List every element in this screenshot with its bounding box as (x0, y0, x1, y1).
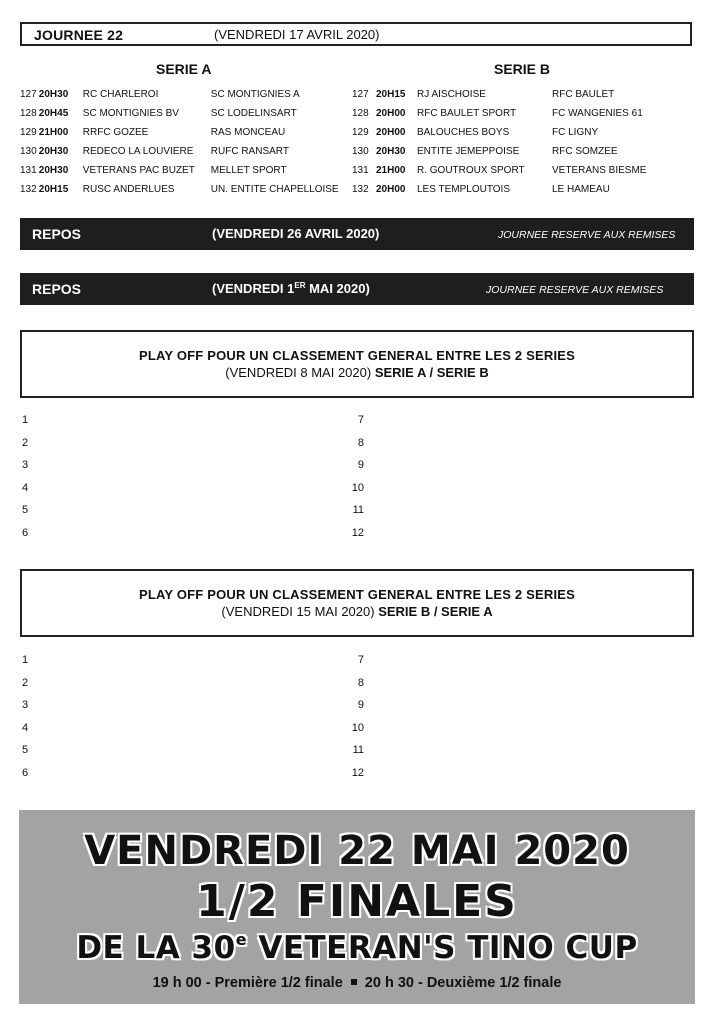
match-row (352, 180, 692, 199)
slot-number: 12 (351, 766, 364, 779)
home-team: VETERANS PAC BUZET (82, 165, 195, 176)
slot-number: 6 (22, 526, 29, 539)
away-team: MELLET SPORT (210, 165, 287, 176)
home-team: RRFC GOZEE (82, 127, 149, 138)
match-time: 20H00 (376, 127, 406, 138)
away-team: LE HAMEAU (552, 184, 610, 195)
slot-number: 7 (357, 414, 364, 426)
playoff-2-right-slots (350, 654, 364, 790)
match-time: 20H30 (38, 165, 69, 176)
match-row (352, 142, 692, 161)
serie-a-title: SERIE A (156, 61, 212, 77)
slot-number: 11 (352, 504, 364, 517)
away-team: RFC SOMZEE (552, 146, 618, 157)
home-team: RJ AISCHOISE (417, 89, 486, 100)
match-number: 128 (352, 108, 369, 119)
away-team: RFC BAULET (552, 89, 615, 100)
home-team: RUSC ANDERLUES (82, 184, 175, 195)
second-semifinal-time: 20 h 30 - Deuxième 1/2 finale (364, 975, 562, 991)
playoff-box-1 (20, 330, 694, 398)
slot-number: 5 (22, 744, 29, 757)
match-row (20, 104, 340, 123)
slot-number: 11 (352, 744, 364, 757)
repos-bar-2 (20, 273, 694, 305)
slot-number: 8 (357, 436, 364, 449)
away-team: SC LODELINSART (210, 108, 297, 119)
finale-panel (19, 810, 695, 1004)
playoff-title: PLAY OFF POUR UN CLASSEMENT GENERAL ENTRE LES 2 SERIES (138, 587, 576, 602)
slot-number: 12 (351, 526, 364, 539)
home-team: REDECO LA LOUVIERE (82, 146, 194, 157)
match-time: 20H00 (376, 184, 406, 195)
first-semifinal-time: 19 h 00 - Première 1/2 finale (152, 975, 343, 991)
home-team: RC CHARLEROI (82, 89, 159, 100)
home-team: BALOUCHES BOYS (417, 127, 510, 138)
journee-title: JOURNEE 22 (34, 27, 124, 43)
slot-number: 1 (22, 654, 29, 666)
away-team: FC LIGNY (552, 127, 599, 138)
match-row (352, 161, 692, 180)
slot-number: 2 (22, 436, 29, 449)
repos-label: REPOS (32, 281, 82, 297)
match-number: 132 (352, 184, 369, 195)
match-number: 129 (352, 127, 369, 138)
match-row (20, 85, 340, 104)
match-time: 20H00 (376, 108, 406, 119)
match-time: 21H00 (38, 127, 69, 138)
match-time: 20H30 (38, 89, 69, 100)
slot-number: 6 (22, 766, 29, 779)
match-row (20, 180, 340, 199)
playoff-1-right-slots (350, 414, 364, 550)
match-row (20, 142, 340, 161)
home-team: ENTITE JEMEPPOISE (417, 146, 520, 157)
repos-date: (VENDREDI 26 AVRIL 2020) (212, 226, 380, 241)
match-number: 131 (352, 165, 369, 176)
repos-label: REPOS (32, 226, 82, 242)
away-team: VETERANS BIESME (552, 165, 647, 176)
slot-number: 9 (357, 699, 364, 712)
finale-times (19, 975, 695, 991)
slot-number: 5 (22, 504, 29, 517)
bullet-separator (351, 979, 357, 985)
slot-number: 1 (22, 414, 29, 426)
slot-number: 3 (22, 699, 29, 712)
match-number: 132 (20, 184, 37, 195)
serie-b-title: SERIE B (494, 61, 551, 77)
match-time: 21H00 (376, 165, 406, 176)
serie-b-matches (352, 85, 692, 199)
home-team: SC MONTIGNIES BV (82, 108, 179, 119)
finale-subtitle: DE LA 30e VETERAN'S TINO CUP (76, 930, 638, 966)
away-team: RUFC RANSART (210, 146, 289, 157)
repos-date: (VENDREDI 1ER MAI 2020) (212, 281, 370, 296)
away-team: SC MONTIGNIES A (210, 89, 300, 100)
slot-number: 9 (357, 459, 364, 472)
repos-bar-1 (20, 218, 694, 250)
match-time: 20H30 (38, 146, 69, 157)
finale-date: VENDREDI 22 MAI 2020 (84, 828, 630, 874)
match-row (352, 104, 692, 123)
journee-header (20, 22, 692, 46)
slot-number: 10 (351, 721, 364, 734)
match-number: 130 (20, 146, 37, 157)
repos-note: JOURNEE RESERVE AUX REMISES (498, 229, 676, 241)
playoff-subtitle: (VENDREDI 8 MAI 2020) SERIE A / SERIE B (225, 365, 489, 380)
away-team: UN. ENTITE CHAPELLOISE (210, 184, 339, 195)
match-number: 127 (352, 89, 369, 100)
match-row (20, 161, 340, 180)
match-number: 131 (20, 165, 37, 176)
home-team: LES TEMPLOUTOIS (417, 184, 510, 195)
slot-number: 10 (351, 481, 364, 494)
playoff-title: PLAY OFF POUR UN CLASSEMENT GENERAL ENTRE LES 2 SERIES (138, 348, 576, 363)
slot-number: 4 (22, 721, 29, 734)
match-number: 127 (20, 89, 37, 100)
slot-number: 2 (22, 676, 29, 689)
away-team: FC WANGENIES 61 (552, 108, 643, 119)
match-number: 129 (20, 127, 37, 138)
match-time: 20H45 (38, 108, 69, 119)
match-row (352, 85, 692, 104)
playoff-subtitle: (VENDREDI 15 MAI 2020) SERIE B / SERIE A (221, 604, 493, 619)
slot-number: 3 (22, 459, 29, 472)
match-number: 128 (20, 108, 37, 119)
slot-number: 8 (357, 676, 364, 689)
playoff-2-left-slots (22, 654, 28, 790)
match-row (352, 123, 692, 142)
match-number: 130 (352, 146, 369, 157)
slot-number: 7 (357, 654, 364, 666)
match-time: 20H15 (38, 184, 69, 195)
playoff-1-left-slots (22, 414, 28, 550)
journee-date: (VENDREDI 17 AVRIL 2020) (214, 27, 380, 42)
home-team: RFC BAULET SPORT (417, 108, 517, 119)
match-time: 20H15 (376, 89, 406, 100)
slot-number: 4 (22, 481, 29, 494)
finale-title: 1/2 FINALES (196, 876, 518, 927)
serie-a-matches (20, 85, 340, 199)
match-time: 20H30 (376, 146, 406, 157)
match-row (20, 123, 340, 142)
away-team: RAS MONCEAU (210, 127, 286, 138)
repos-note: JOURNEE RESERVE AUX REMISES (486, 284, 664, 296)
playoff-box-2 (20, 569, 694, 637)
home-team: R. GOUTROUX SPORT (417, 165, 525, 176)
